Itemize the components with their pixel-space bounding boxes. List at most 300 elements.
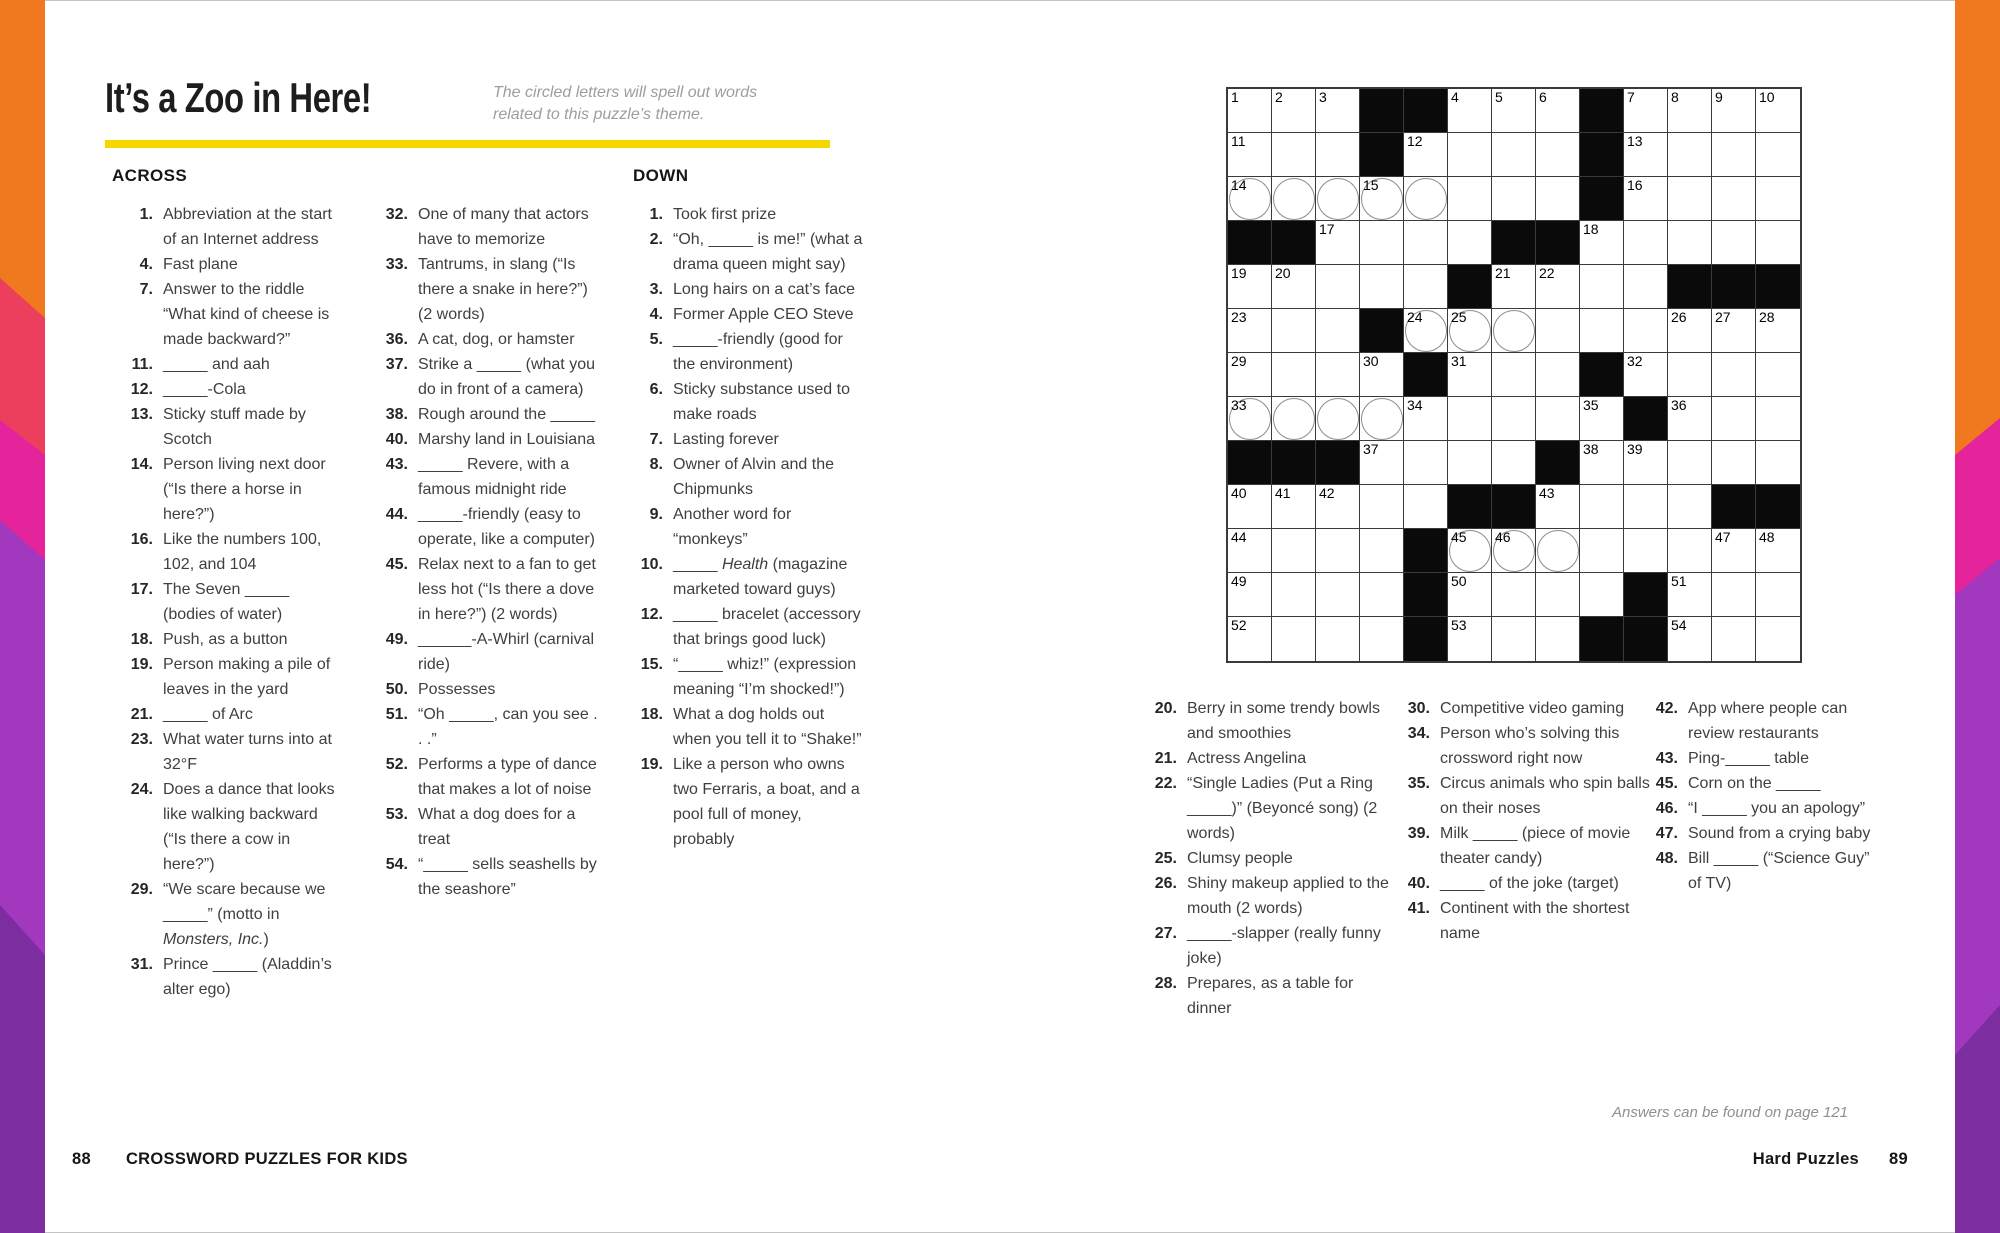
grid-cell[interactable]: [1316, 309, 1360, 353]
grid-cell[interactable]: [1492, 309, 1536, 353]
clue-item: [1129, 771, 1402, 846]
grid-cell-black: [1448, 265, 1492, 309]
clue-item: [360, 752, 603, 802]
grid-cell[interactable]: [1580, 529, 1624, 573]
left-edge-decoration: [0, 0, 45, 1233]
clue-number: 10.: [640, 556, 663, 573]
clue-item: [1382, 896, 1655, 946]
clue-text: “Single Ladies (Put a Ring _____)” (Beyoncé song) (2 words): [1187, 775, 1378, 842]
clue-item: [105, 352, 345, 377]
clue-item: [615, 202, 865, 227]
grid-cell[interactable]: [1712, 309, 1756, 353]
grid-cell[interactable]: [1624, 133, 1668, 177]
grid-cell[interactable]: [1360, 221, 1404, 265]
grid-cell[interactable]: [1404, 309, 1448, 353]
clue-text: Performs a type of dance that makes a lot of noise: [418, 756, 597, 798]
clue-item: [1382, 871, 1655, 896]
clue-item: [360, 327, 603, 352]
clue-number: 43.: [1655, 750, 1678, 767]
grid-cell-black: [1228, 221, 1272, 265]
grid-cell[interactable]: [1712, 441, 1756, 485]
clue-item: [105, 702, 345, 727]
clue-item: [360, 702, 603, 752]
clue-item: [360, 552, 603, 627]
grid-cell[interactable]: [1404, 133, 1448, 177]
grid-cell[interactable]: [1580, 309, 1624, 353]
grid-cell[interactable]: [1580, 221, 1624, 265]
clue-number: 18.: [130, 631, 153, 648]
grid-cell[interactable]: [1272, 309, 1316, 353]
grid-cell[interactable]: [1624, 485, 1668, 529]
clue-item: [105, 577, 345, 627]
grid-cell[interactable]: [1756, 309, 1800, 353]
clue-number: 34.: [1407, 725, 1430, 742]
grid-cell-number: 26: [1671, 309, 1687, 325]
grid-cell-number: 52: [1231, 617, 1247, 633]
circle-marker: [1273, 398, 1315, 440]
grid-cell[interactable]: [1272, 485, 1316, 529]
grid-cell[interactable]: [1228, 617, 1272, 661]
grid-cell[interactable]: [1404, 397, 1448, 441]
grid-cell[interactable]: [1712, 573, 1756, 617]
clue-text: Owner of Alvin and the Chipmunks: [673, 456, 834, 498]
grid-cell[interactable]: [1316, 177, 1360, 221]
clue-item: [360, 627, 603, 677]
grid-cell[interactable]: [1536, 353, 1580, 397]
clue-item: [1630, 821, 1873, 846]
grid-cell[interactable]: [1316, 529, 1360, 573]
grid-cell[interactable]: [1624, 177, 1668, 221]
clue-item: [360, 352, 603, 402]
grid-cell-black: [1580, 133, 1624, 177]
grid-cell[interactable]: [1712, 177, 1756, 221]
clue-text: One of many that actors have to memorize: [418, 206, 589, 248]
across-clues-col1: [105, 202, 345, 1002]
grid-cell[interactable]: [1228, 89, 1272, 133]
grid-cell-number: 47: [1715, 529, 1731, 545]
clue-number: 11.: [131, 356, 153, 373]
clue-text: _____ Health (magazine marketed toward guys): [673, 556, 848, 598]
grid-cell-number: 33: [1231, 397, 1247, 413]
clue-item: [105, 952, 345, 1002]
clue-text: A cat, dog, or hamster: [418, 331, 575, 348]
clue-number: 39.: [1407, 825, 1430, 842]
grid-cell[interactable]: [1316, 221, 1360, 265]
grid-cell[interactable]: [1536, 89, 1580, 133]
grid-cell[interactable]: [1360, 485, 1404, 529]
clue-item: [360, 252, 603, 327]
grid-cell-number: 19: [1231, 265, 1247, 281]
grid-cell[interactable]: [1272, 133, 1316, 177]
left-page-number: 88: [72, 1150, 91, 1168]
grid-cell[interactable]: [1756, 573, 1800, 617]
grid-cell[interactable]: [1536, 177, 1580, 221]
grid-cell[interactable]: [1712, 353, 1756, 397]
clue-item: [105, 777, 345, 877]
grid-cell-number: 14: [1231, 177, 1247, 193]
grid-cell[interactable]: [1756, 529, 1800, 573]
grid-cell[interactable]: [1272, 265, 1316, 309]
clue-text: Like the numbers 100, 102, and 104: [163, 531, 322, 573]
grid-cell[interactable]: [1756, 397, 1800, 441]
grid-cell[interactable]: [1272, 617, 1316, 661]
grid-cell[interactable]: [1668, 309, 1712, 353]
grid-cell[interactable]: [1448, 529, 1492, 573]
clue-number: 45.: [385, 556, 408, 573]
grid-cell-black: [1228, 441, 1272, 485]
section-title: Hard Puzzles: [1752, 1150, 1860, 1168]
grid-cell[interactable]: [1228, 309, 1272, 353]
down-clues-col2: [1129, 696, 1402, 1021]
grid-cell-black: [1712, 485, 1756, 529]
grid-cell-black: [1360, 89, 1404, 133]
clue-text: Competitive video gaming: [1440, 700, 1625, 717]
grid-cell-number: 24: [1407, 309, 1423, 325]
clue-text: What water turns into at 32°F: [163, 731, 332, 773]
clue-number: 27.: [1154, 925, 1177, 942]
grid-cell[interactable]: [1756, 133, 1800, 177]
clue-item: [615, 702, 865, 752]
grid-cell-black: [1272, 221, 1316, 265]
grid-cell[interactable]: [1668, 353, 1712, 397]
clue-text: Marshy land in Louisiana: [418, 431, 595, 448]
grid-cell[interactable]: [1448, 177, 1492, 221]
grid-cell[interactable]: [1360, 573, 1404, 617]
grid-cell-number: 50: [1451, 573, 1467, 589]
answers-note: Answers can be found on page 121: [1611, 1104, 1848, 1121]
clue-number: 7.: [649, 431, 663, 448]
clue-item: [105, 452, 345, 527]
clue-item: [1129, 871, 1402, 921]
grid-cell[interactable]: [1536, 529, 1580, 573]
grid-cell[interactable]: [1404, 221, 1448, 265]
grid-cell[interactable]: [1316, 265, 1360, 309]
grid-cell-black: [1404, 573, 1448, 617]
grid-cell[interactable]: [1668, 397, 1712, 441]
grid-cell[interactable]: [1316, 573, 1360, 617]
grid-cell[interactable]: [1624, 265, 1668, 309]
grid-cell[interactable]: [1316, 353, 1360, 397]
grid-cell[interactable]: [1228, 397, 1272, 441]
grid-cell-number: 9: [1715, 89, 1723, 105]
clue-text: App where people can review restaurants: [1688, 700, 1848, 742]
clue-item: [105, 377, 345, 402]
clue-number: 16.: [130, 531, 153, 548]
grid-cell[interactable]: [1492, 441, 1536, 485]
grid-cell[interactable]: [1316, 133, 1360, 177]
clue-text: Corn on the _____: [1688, 775, 1821, 792]
grid-cell-black: [1272, 441, 1316, 485]
clue-number: 29.: [130, 881, 153, 898]
grid-cell-number: 5: [1495, 89, 1503, 105]
grid-cell[interactable]: [1580, 397, 1624, 441]
clue-text: Another word for “monkeys”: [673, 506, 792, 548]
clue-text: _____ of the joke (target): [1440, 875, 1619, 892]
grid-cell[interactable]: [1272, 529, 1316, 573]
grid-cell[interactable]: [1668, 529, 1712, 573]
clue-text: Fast plane: [163, 256, 238, 273]
clue-text: “We scare because we _____” (motto in Monsters, Inc.): [163, 881, 326, 948]
clue-item: [105, 652, 345, 702]
clue-number: 12.: [130, 381, 153, 398]
grid-cell[interactable]: [1492, 617, 1536, 661]
grid-cell[interactable]: [1448, 441, 1492, 485]
grid-cell[interactable]: [1228, 529, 1272, 573]
grid-cell[interactable]: [1272, 89, 1316, 133]
grid-cell[interactable]: [1756, 353, 1800, 397]
book-title: CROSSWORD PUZZLES FOR KIDS: [125, 1150, 408, 1168]
grid-cell[interactable]: [1316, 89, 1360, 133]
clue-number: 41.: [1407, 900, 1430, 917]
grid-cell[interactable]: [1360, 529, 1404, 573]
grid-cell[interactable]: [1536, 397, 1580, 441]
grid-cell[interactable]: [1228, 265, 1272, 309]
grid-cell-number: 13: [1627, 133, 1643, 149]
down-heading: DOWN: [633, 166, 689, 185]
grid-cell[interactable]: [1492, 177, 1536, 221]
clue-number: 21.: [1154, 750, 1177, 767]
clue-number: 15.: [640, 656, 663, 673]
grid-cell[interactable]: [1756, 221, 1800, 265]
grid-cell[interactable]: [1624, 221, 1668, 265]
clue-text: What a dog holds out when you tell it to “Shake!”: [673, 706, 862, 748]
yellow-rule: [105, 140, 830, 148]
grid-cell-number: 49: [1231, 573, 1247, 589]
grid-cell-black: [1624, 397, 1668, 441]
grid-cell[interactable]: [1536, 573, 1580, 617]
clue-text: Person living next door (“Is there a horse in here?”): [163, 456, 326, 523]
grid-cell[interactable]: [1448, 353, 1492, 397]
clue-number: 47.: [1655, 825, 1678, 842]
grid-cell[interactable]: [1668, 617, 1712, 661]
clue-number: 13.: [130, 406, 153, 423]
clue-number: 12.: [640, 606, 663, 623]
grid-cell[interactable]: [1580, 573, 1624, 617]
grid-cell[interactable]: [1360, 617, 1404, 661]
clue-text: Bill _____ (“Science Guy” of TV): [1688, 850, 1870, 892]
grid-cell[interactable]: [1316, 485, 1360, 529]
grid-cell-black: [1580, 353, 1624, 397]
grid-cell[interactable]: [1624, 89, 1668, 133]
grid-cell[interactable]: [1492, 89, 1536, 133]
grid-cell-number: 25: [1451, 309, 1467, 325]
down-clues-col4: [1630, 696, 1873, 896]
clue-number: 26.: [1154, 875, 1177, 892]
grid-cell[interactable]: [1668, 485, 1712, 529]
grid-cell-number: 28: [1759, 309, 1775, 325]
grid-cell[interactable]: [1668, 221, 1712, 265]
grid-cell[interactable]: [1228, 133, 1272, 177]
grid-cell-black: [1404, 89, 1448, 133]
clue-item: [360, 402, 603, 427]
grid-cell[interactable]: [1492, 353, 1536, 397]
grid-cell[interactable]: [1360, 353, 1404, 397]
grid-cell[interactable]: [1448, 221, 1492, 265]
grid-cell[interactable]: [1624, 309, 1668, 353]
grid-cell-black: [1448, 485, 1492, 529]
grid-cell[interactable]: [1316, 397, 1360, 441]
grid-cell[interactable]: [1624, 353, 1668, 397]
grid-cell[interactable]: [1360, 441, 1404, 485]
grid-cell[interactable]: [1272, 177, 1316, 221]
clue-number: 43.: [385, 456, 408, 473]
grid-cell[interactable]: [1668, 441, 1712, 485]
clue-item: [1382, 821, 1655, 871]
grid-cell-number: 41: [1275, 485, 1291, 501]
grid-cell[interactable]: [1228, 353, 1272, 397]
grid-cell-number: 18: [1583, 221, 1599, 237]
grid-cell[interactable]: [1668, 133, 1712, 177]
circle-marker: [1537, 530, 1579, 572]
grid-cell[interactable]: [1536, 617, 1580, 661]
grid-cell[interactable]: [1492, 133, 1536, 177]
clue-text: _____-friendly (good for the environment): [673, 331, 843, 373]
grid-cell-number: 11: [1231, 133, 1246, 149]
clue-number: 18.: [640, 706, 663, 723]
circle-marker: [1405, 178, 1447, 220]
grid-cell[interactable]: [1448, 397, 1492, 441]
grid-cell[interactable]: [1580, 265, 1624, 309]
clue-item: [360, 452, 603, 502]
clue-text: The Seven _____ (bodies of water): [163, 581, 290, 623]
grid-cell[interactable]: [1272, 573, 1316, 617]
grid-cell[interactable]: [1448, 573, 1492, 617]
grid-cell[interactable]: [1360, 177, 1404, 221]
grid-cell-black: [1536, 441, 1580, 485]
clue-number: 35.: [1407, 775, 1430, 792]
clue-item: [615, 552, 865, 602]
grid-cell[interactable]: [1228, 573, 1272, 617]
clue-text: Relax next to a fan to get less hot (“Is there a dove in here?”) (2 words): [418, 556, 596, 623]
grid-cell-number: 2: [1275, 89, 1283, 105]
grid-cell[interactable]: [1492, 529, 1536, 573]
clue-item: [360, 802, 603, 852]
grid-cell[interactable]: [1404, 265, 1448, 309]
grid-cell[interactable]: [1712, 529, 1756, 573]
clue-text: Milk _____ (piece of movie theater candy): [1440, 825, 1631, 867]
grid-cell[interactable]: [1316, 617, 1360, 661]
grid-cell[interactable]: [1492, 265, 1536, 309]
grid-cell[interactable]: [1360, 265, 1404, 309]
clue-text: Clumsy people: [1187, 850, 1293, 867]
grid-cell-number: 8: [1671, 89, 1679, 105]
grid-cell[interactable]: [1228, 177, 1272, 221]
grid-cell[interactable]: [1624, 441, 1668, 485]
grid-cell[interactable]: [1668, 573, 1712, 617]
grid-cell[interactable]: [1272, 353, 1316, 397]
grid-cell[interactable]: [1712, 133, 1756, 177]
grid-cell[interactable]: [1404, 485, 1448, 529]
grid-cell-number: 54: [1671, 617, 1687, 633]
clue-number: 25.: [1154, 850, 1177, 867]
grid-cell[interactable]: [1404, 441, 1448, 485]
grid-cell[interactable]: [1448, 133, 1492, 177]
grid-cell-black: [1668, 265, 1712, 309]
grid-cell[interactable]: [1536, 133, 1580, 177]
clue-number: 54.: [385, 856, 408, 873]
grid-cell[interactable]: [1712, 221, 1756, 265]
grid-cell[interactable]: [1448, 89, 1492, 133]
clue-number: 8.: [649, 456, 663, 473]
grid-cell[interactable]: [1272, 397, 1316, 441]
clue-item: [1630, 746, 1873, 771]
grid-cell-black: [1712, 265, 1756, 309]
clue-item: [1129, 921, 1402, 971]
clue-number: 22.: [1154, 775, 1177, 792]
clue-item: [360, 502, 603, 552]
grid-cell[interactable]: [1536, 485, 1580, 529]
clue-number: 24.: [130, 781, 153, 798]
clue-item: [615, 227, 865, 277]
clue-item: [1129, 846, 1402, 871]
clue-text: Long hairs on a cat’s face: [673, 281, 856, 298]
grid-cell[interactable]: [1668, 177, 1712, 221]
grid-cell[interactable]: [1492, 397, 1536, 441]
grid-cell[interactable]: [1492, 573, 1536, 617]
grid-cell[interactable]: [1668, 89, 1712, 133]
clue-number: 17.: [130, 581, 153, 598]
clue-item: [615, 602, 865, 652]
grid-cell-number: 16: [1627, 177, 1643, 193]
down-clues-col1: [615, 202, 865, 852]
grid-cell-black: [1492, 221, 1536, 265]
clue-number: 45.: [1655, 775, 1678, 792]
clue-text: Sticky substance used to make roads: [673, 381, 850, 423]
clue-item: [105, 877, 345, 952]
grid-cell-number: 30: [1363, 353, 1379, 369]
right-page-number: 89: [1889, 1150, 1908, 1168]
clue-item: [1382, 696, 1655, 721]
clue-text: Possesses: [418, 681, 496, 698]
grid-cell[interactable]: [1448, 617, 1492, 661]
grid-cell-number: 45: [1451, 529, 1467, 545]
clue-item: [1630, 796, 1873, 821]
grid-cell[interactable]: [1580, 485, 1624, 529]
circle-marker: [1317, 398, 1359, 440]
clue-text: Continent with the shortest name: [1440, 900, 1630, 942]
grid-cell[interactable]: [1536, 309, 1580, 353]
grid-cell[interactable]: [1448, 309, 1492, 353]
grid-cell[interactable]: [1228, 485, 1272, 529]
clue-number: 42.: [1655, 700, 1678, 717]
grid-cell[interactable]: [1712, 397, 1756, 441]
grid-cell[interactable]: [1712, 617, 1756, 661]
clue-number: 5.: [649, 331, 663, 348]
grid-cell[interactable]: [1712, 89, 1756, 133]
grid-cell[interactable]: [1756, 617, 1800, 661]
grid-cell-number: 27: [1715, 309, 1731, 325]
clue-number: 33.: [385, 256, 408, 273]
grid-cell[interactable]: [1624, 529, 1668, 573]
grid-cell[interactable]: [1756, 177, 1800, 221]
clue-text: _____ Revere, with a famous midnight ride: [418, 456, 570, 498]
right-edge-decoration: [1955, 0, 2000, 1233]
clue-text: Person who’s solving this crossword right now: [1440, 725, 1620, 767]
down-clues-col3: [1382, 696, 1655, 946]
grid-cell[interactable]: [1536, 265, 1580, 309]
clue-item: [615, 277, 865, 302]
grid-cell-black: [1316, 441, 1360, 485]
clue-item: [615, 377, 865, 427]
grid-cell[interactable]: [1580, 441, 1624, 485]
grid-cell[interactable]: [1360, 397, 1404, 441]
clue-text: Took first prize: [673, 206, 777, 223]
across-heading: ACROSS: [112, 166, 188, 185]
grid-cell[interactable]: [1404, 177, 1448, 221]
grid-cell[interactable]: [1756, 89, 1800, 133]
grid-cell[interactable]: [1756, 441, 1800, 485]
circle-marker: [1361, 398, 1403, 440]
